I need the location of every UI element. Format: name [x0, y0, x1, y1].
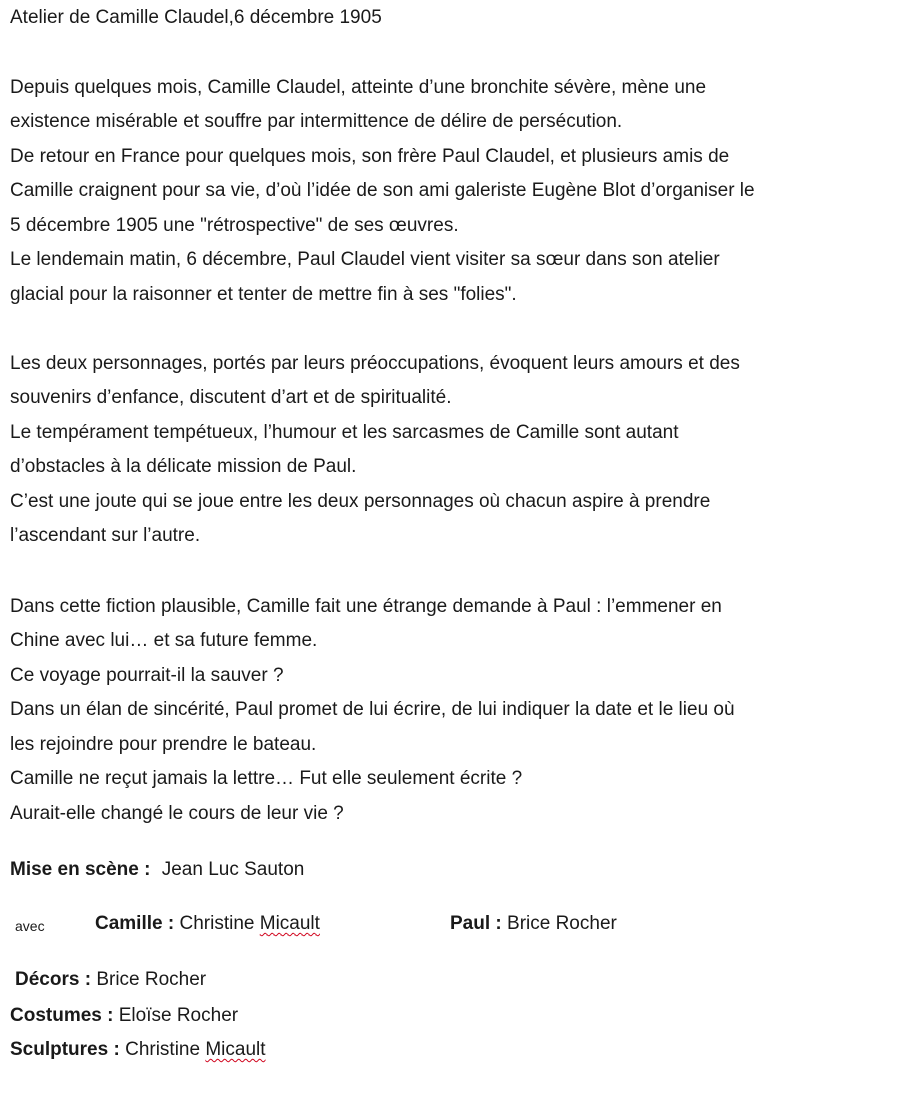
- credit-decors: [15, 968, 206, 992]
- paragraph-2-line-3: Le tempérament tempétueux, l’humour et les sarcasmes de Camille sont autant: [10, 422, 679, 443]
- paragraph-3-line-1: Dans cette fiction plausible, Camille fait une étrange demande à Paul : l’emmener en: [10, 596, 722, 617]
- paragraph-3-line-5: les rejoindre pour prendre le bateau.: [10, 734, 317, 755]
- credit-value: Eloïse Rocher: [118, 1005, 239, 1026]
- credit-value-last: Micault: [205, 1039, 266, 1060]
- paragraph-1-line-7: glacial pour la raisonner et tenter de mettre fin à ses "folies".: [10, 284, 517, 305]
- credit-value-last: Micault: [259, 913, 320, 934]
- credit-label: Camille :: [95, 913, 175, 934]
- credit-value: Jean Luc Sauton: [161, 859, 305, 880]
- paragraph-2-line-5: C’est une joute qui se joue entre les deux personnages où chacun aspire à prendre: [10, 491, 711, 512]
- paragraph-3-line-7: Aurait-elle changé le cours de leur vie ?: [10, 803, 344, 824]
- paragraph-3-line-6: Camille ne reçut jamais la lettre… Fut elle seulement écrite ?: [10, 768, 523, 789]
- credit-mise-en-scene: [10, 858, 304, 882]
- paragraph-1-line-2: existence misérable et souffre par intermittence de délire de persécution.: [10, 111, 623, 132]
- credit-value: Brice Rocher: [507, 913, 617, 934]
- credit-camille: [95, 912, 320, 936]
- document-title: Atelier de Camille Claudel,6 décembre 1905: [10, 7, 382, 28]
- paragraph-3-line-2: Chine avec lui… et sa future femme.: [10, 630, 318, 651]
- credit-costumes: [10, 1004, 238, 1028]
- credit-label: Paul :: [450, 913, 502, 934]
- paragraph-3-line-4: Dans un élan de sincérité, Paul promet de lui écrire, de lui indiquer la date et le lieu où: [10, 699, 735, 720]
- paragraph-2-line-1: Les deux personnages, portés par leurs préoccupations, évoquent leurs amours et des: [10, 353, 740, 374]
- credit-label: Décors :: [15, 969, 92, 990]
- credit-value-first: Christine: [179, 913, 255, 934]
- paragraph-2-line-4: d’obstacles à la délicate mission de Paul.: [10, 456, 357, 477]
- credit-sculptures: [10, 1038, 266, 1062]
- paragraph-1-line-3: De retour en France pour quelques mois, son frère Paul Claudel, et plusieurs amis de: [10, 146, 730, 167]
- paragraph-1-line-4: Camille craignent pour sa vie, d’où l’idée de son ami galeriste Eugène Blot d’organiser le: [10, 180, 755, 201]
- paragraph-2-line-6: l’ascendant sur l’autre.: [10, 525, 201, 546]
- credit-label: Mise en scène :: [10, 859, 151, 880]
- paragraph-3-line-3: Ce voyage pourrait-il la sauver ?: [10, 665, 284, 686]
- credit-paul: [450, 912, 617, 936]
- paragraph-1-line-5: 5 décembre 1905 une "rétrospective" de ses œuvres.: [10, 215, 459, 236]
- paragraph-1-line-6: Le lendemain matin, 6 décembre, Paul Claudel vient visiter sa sœur dans son atelier: [10, 249, 720, 270]
- credit-label: Sculptures :: [10, 1039, 120, 1060]
- credit-value-first: Christine: [125, 1039, 201, 1060]
- paragraph-1-line-1: Depuis quelques mois, Camille Claudel, atteinte d’une bronchite sévère, mène une: [10, 77, 707, 98]
- avec-label: avec: [15, 918, 45, 934]
- paragraph-2-line-2: souvenirs d’enfance, discutent d’art et de spiritualité.: [10, 387, 452, 408]
- credit-value: Brice Rocher: [96, 969, 207, 990]
- credit-label: Costumes :: [10, 1005, 114, 1026]
